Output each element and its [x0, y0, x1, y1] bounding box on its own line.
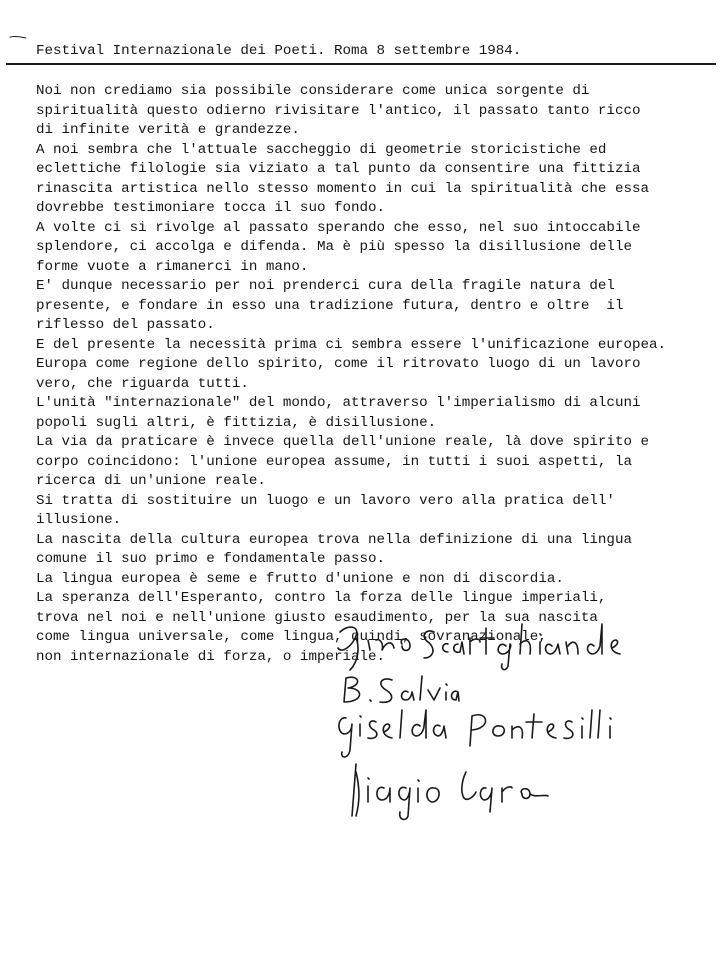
body-line: L'unità "internazionale" del mondo, attraverso l'imperialismo di alcuni: [36, 395, 641, 411]
body-line: A noi sembra che l'attuale saccheggio di geometrie storicistiche ed: [36, 141, 607, 158]
body-line: splendore, ci accolga e difenda. Ma è più spesso la disillusione delle: [36, 239, 632, 255]
manifesto-body: [36, 82, 716, 667]
body-line: eclettiche filologie sia viziato a tal punto da consentire una fittizia: [36, 161, 641, 177]
body-line: Europa come regione dello spirito, come il ritrovato luogo di un lavoro: [36, 356, 641, 372]
body-line: forme vuote a rimanerci in mano.: [36, 258, 309, 275]
header-underline: [6, 63, 716, 65]
body-line: E' dunque necessario per noi prenderci cura della fragile natura del: [36, 278, 615, 294]
signature-1: [330, 618, 630, 674]
body-line: presente, e fondare in esso una tradizione futura, dentro e oltre il: [36, 297, 624, 314]
body-line: La via da praticare è invece quella dell'unione reale, là dove spirito e: [36, 434, 649, 450]
body-line: di infinite verità e grandezze.: [36, 122, 300, 138]
body-line: ricerca di un'unione reale.: [36, 473, 266, 489]
body-line: riflesso del passato.: [36, 317, 215, 333]
body-line: Si tratta di sostituire un luogo e un lavoro vero alla pratica dell': [36, 492, 615, 509]
document-header: Festival Internazionale dei Poeti. Roma 8 settembre 1984.: [36, 43, 522, 59]
signature-2: [340, 672, 460, 708]
body-line: popoli sugli altri, è fittizia, è disillusione.: [36, 414, 437, 431]
body-line: La lingua europea è seme e frutto d'unione e non di discordia.: [36, 570, 564, 587]
body-line: rinascita artistica nello stesso momento in cui la spiritualità che essa: [36, 180, 649, 197]
body-line: Noi non crediamo sia possibile considerare come unica sorgente di: [36, 83, 590, 99]
body-line: vero, che riguarda tutti.: [36, 375, 249, 392]
body-line: E del presente la necessità prima ci sembra essere l'unificazione europea.: [36, 336, 667, 353]
body-line: illusione.: [36, 512, 122, 528]
body-line: corpo coincidono: l'unione europea assume, in tutti i suoi aspetti, la: [36, 453, 632, 470]
body-line: La nascita della cultura europea trova nella definizione di una lingua: [36, 531, 632, 548]
margin-pen-mark: [6, 35, 30, 41]
body-line: comune il suo primo e fondamentale passo.: [36, 551, 386, 567]
signature-3: [332, 706, 622, 766]
body-line: come lingua universale, come lingua, quindi, sovranazionale,: [36, 629, 547, 645]
body-line: A volte ci si rivolge al passato sperando che esso, nel suo intoccabile: [36, 219, 641, 236]
body-line: non internazionale di forza, o imperiale.: [36, 648, 386, 665]
body-line: spiritualità questo odierno rivisitare l'antico, il passato tanto ricco: [36, 102, 641, 119]
body-line: La speranza dell'Esperanto, contro la forza delle lingue imperiali,: [36, 590, 607, 606]
body-line: dovrebbe testimoniare tocca il suo fondo.: [36, 200, 386, 216]
signature-4: [346, 758, 556, 824]
body-line: trova nel noi e nell'unione giusto esaudimento, per la sua nascita: [36, 609, 598, 626]
